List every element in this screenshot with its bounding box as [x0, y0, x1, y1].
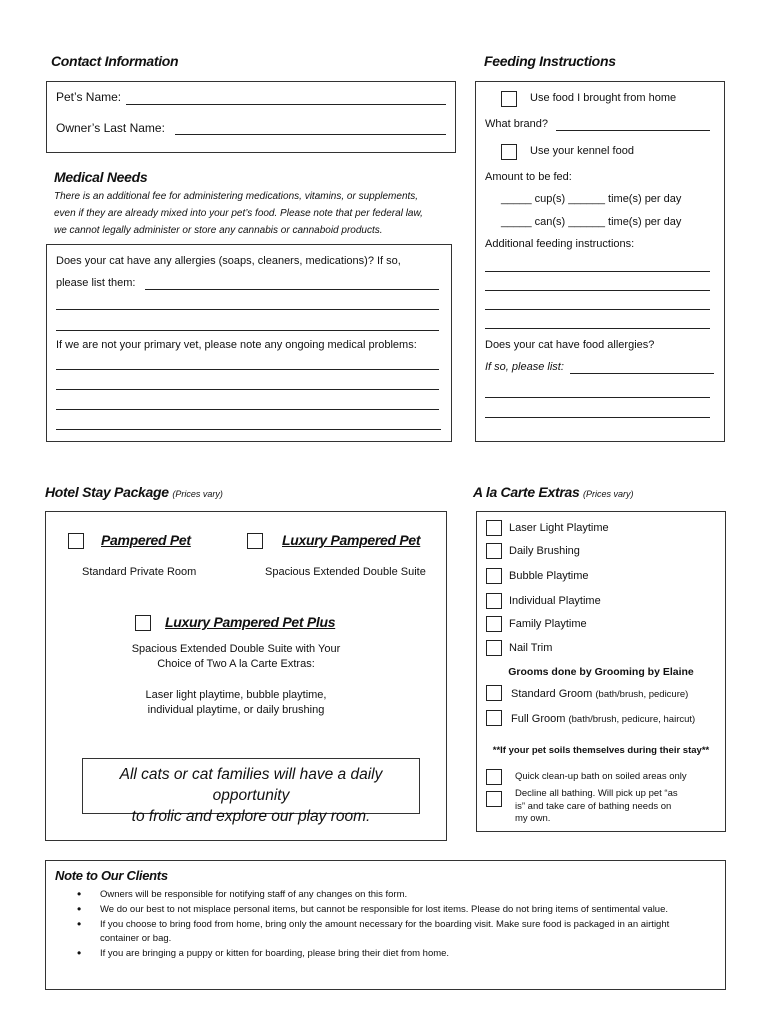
- laser-light-label: Laser Light Playtime: [509, 522, 609, 534]
- home-food-checkbox[interactable]: [501, 91, 517, 107]
- full-groom-checkbox[interactable]: [486, 710, 502, 726]
- bubble-playtime-label: Bubble Playtime: [509, 570, 589, 582]
- home-food-label: Use food I brought from home: [530, 92, 677, 104]
- hotel-package-box: [45, 511, 447, 841]
- what-brand-label: What brand?: [485, 118, 548, 130]
- alacarte-title: A la Carte Extras (Prices vary): [473, 484, 634, 500]
- ongoing-problems-question: If we are not your primary vet, please note any ongoing medical problems:: [56, 339, 417, 351]
- feeding-instructions-title: Feeding Instructions: [484, 53, 616, 69]
- food-allergies-line[interactable]: [485, 417, 710, 418]
- standard-groom-label: Standard Groom (bath/brush, pedicure): [511, 688, 689, 700]
- client-notes-box: [45, 860, 726, 990]
- luxury-plus-desc: Spacious Extended Double Suite with Your Choice of Two A la Carte Extras:: [131, 643, 341, 670]
- full-groom-label: Full Groom (bath/brush, pedicure, haircut): [511, 713, 696, 725]
- medical-problems-field-line[interactable]: [56, 369, 439, 370]
- decline-bathing-checkbox[interactable]: [486, 791, 502, 807]
- cans-field[interactable]: _____ can(s) ______ time(s) per day: [501, 216, 682, 228]
- luxury-pampered-pet-name: Luxury Pampered Pet: [282, 532, 421, 548]
- allergies-question: Does your cat have any allergies (soaps, cleaners, medications)? If so,: [56, 255, 401, 267]
- medical-problems-field-line[interactable]: [56, 429, 441, 430]
- quick-bath-label: Quick clean-up bath on soiled areas only: [515, 771, 687, 782]
- contact-info-box: [46, 81, 456, 153]
- laser-light-checkbox[interactable]: [486, 520, 502, 536]
- client-note-item: • Owners will be responsible for notifying staff of any changes on this form.: [55, 888, 675, 902]
- family-playtime-label: Family Playtime: [509, 618, 587, 630]
- food-allergies-field[interactable]: [570, 373, 714, 374]
- daily-brushing-checkbox[interactable]: [486, 543, 502, 559]
- additional-instructions-line[interactable]: [485, 328, 710, 329]
- decline-bathing-label: Decline all bathing. Will pick up pet “as is” and take care of bathing needs on my own.: [515, 788, 678, 824]
- nail-trim-label: Nail Trim: [509, 642, 553, 654]
- additional-instructions-line[interactable]: [485, 309, 710, 310]
- client-note-item: • If you choose to bring food from home, bring only the amount necessary for the boarding visit. Make sure food is packaged in an airtight container or bag.: [55, 918, 675, 946]
- medical-questions-box: [46, 244, 452, 442]
- allergies-question-cont: please list them:: [56, 277, 136, 289]
- nail-trim-checkbox[interactable]: [486, 640, 502, 656]
- alacarte-prices-note: (Prices vary): [583, 489, 634, 499]
- additional-instructions-line[interactable]: [485, 290, 710, 291]
- alacarte-box: [476, 511, 726, 832]
- medical-problems-field-line[interactable]: [56, 409, 439, 410]
- daily-brushing-label: Daily Brushing: [509, 545, 580, 557]
- additional-instructions-line[interactable]: [485, 271, 710, 272]
- hotel-prices-note: (Prices vary): [172, 489, 223, 499]
- bubble-playtime-checkbox[interactable]: [486, 568, 502, 584]
- owner-last-name-field[interactable]: [175, 134, 446, 135]
- food-allergies-line[interactable]: [485, 397, 710, 398]
- pet-name-field[interactable]: [126, 104, 446, 105]
- kennel-food-label: Use your kennel food: [530, 145, 634, 157]
- medical-fee-note: There is an additional fee for administering medications, vitamins, or supplements, even if they are already mixed into your pet’s food. Please note that per federal law, we cannot legally administer or store any cannabis or cannaboid products.: [54, 191, 423, 236]
- individual-playtime-checkbox[interactable]: [486, 593, 502, 609]
- playroom-callout: All cats or cat families will have a daily opportunity to frolic and explore our play room.: [82, 758, 420, 814]
- pet-name-label: Pet’s Name:: [56, 90, 122, 104]
- luxury-plus-checkbox[interactable]: [135, 615, 151, 631]
- standard-groom-checkbox[interactable]: [486, 685, 502, 701]
- kennel-food-checkbox[interactable]: [501, 144, 517, 160]
- standard-groom-detail: (bath/brush, pedicure): [595, 689, 689, 700]
- feeding-box: [475, 81, 725, 442]
- medical-problems-field-line[interactable]: [56, 389, 439, 390]
- cups-field[interactable]: _____ cup(s) ______ time(s) per day: [501, 193, 682, 205]
- grooms-heading: Grooms done by Grooming by Elaine: [508, 666, 694, 678]
- individual-playtime-label: Individual Playtime: [509, 595, 601, 607]
- soil-heading: **If your pet soils themselves during their stay**: [492, 745, 710, 756]
- client-note-item: • We do our best to not misplace personal items, but cannot be responsible for lost items. Please do not bring items of sentimental value.: [55, 903, 675, 917]
- amount-label: Amount to be fed:: [485, 171, 572, 183]
- luxury-pampered-pet-checkbox[interactable]: [247, 533, 263, 549]
- hotel-stay-title: Hotel Stay Package (Prices vary): [45, 484, 223, 500]
- luxury-plus-extras: Laser light playtime, bubble playtime, individual playtime, or daily brushing: [145, 689, 327, 716]
- family-playtime-checkbox[interactable]: [486, 616, 502, 632]
- luxury-plus-name: Luxury Pampered Pet Plus: [165, 614, 336, 630]
- allergies-field[interactable]: [145, 289, 439, 290]
- brand-field[interactable]: [556, 130, 710, 131]
- quick-bath-checkbox[interactable]: [486, 769, 502, 785]
- food-allergies-question: Does your cat have food allergies?: [485, 339, 655, 351]
- pampered-pet-checkbox[interactable]: [68, 533, 84, 549]
- pampered-pet-desc: Standard Private Room: [82, 566, 197, 578]
- full-groom-detail: (bath/brush, pedicure, haircut): [568, 714, 696, 725]
- allergies-field-line[interactable]: [56, 309, 439, 310]
- additional-instructions-label: Additional feeding instructions:: [485, 238, 635, 250]
- owner-last-name-label: Owner’s Last Name:: [56, 121, 165, 135]
- client-notes-list: [55, 888, 675, 962]
- pampered-pet-name: Pampered Pet: [101, 532, 191, 548]
- client-notes-title: Note to Our Clients: [55, 868, 168, 883]
- luxury-pampered-pet-desc: Spacious Extended Double Suite: [265, 566, 426, 578]
- if-so-label: If so, please list:: [485, 361, 564, 373]
- client-note-item: • If you are bringing a puppy or kitten for boarding, please bring their diet from home.: [55, 947, 675, 961]
- medical-needs-title: Medical Needs: [54, 169, 148, 185]
- allergies-field-line[interactable]: [56, 330, 439, 331]
- contact-info-title: Contact Information: [51, 53, 179, 69]
